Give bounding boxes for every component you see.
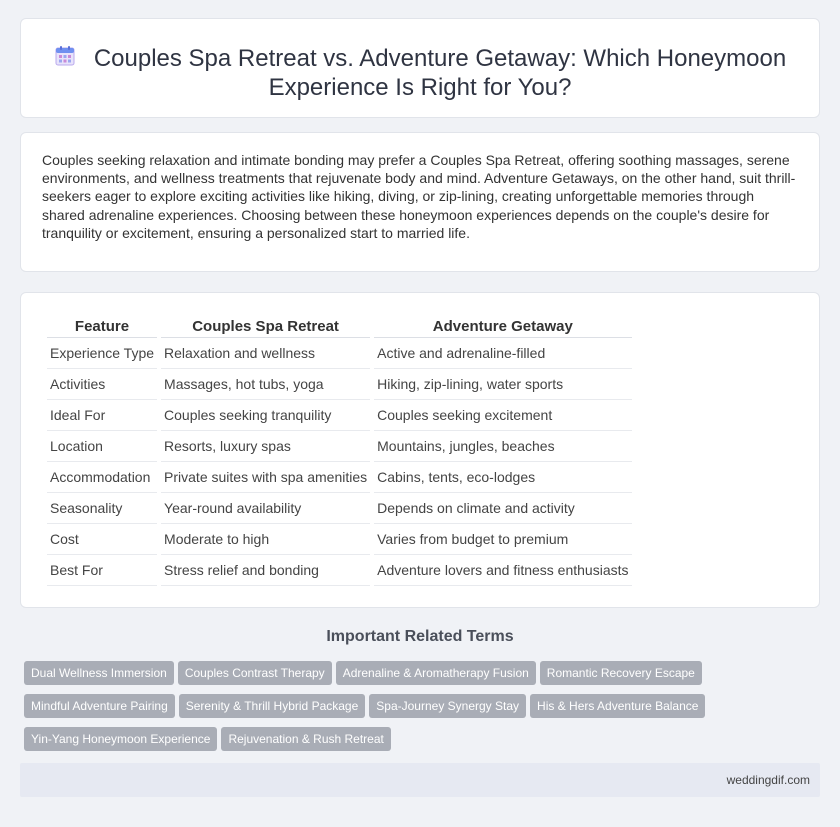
related-term-tag[interactable]: Mindful Adventure Pairing — [24, 694, 175, 718]
footer-site-link[interactable]: weddingdif.com — [726, 773, 810, 787]
table-row — [47, 400, 632, 431]
header-feature: Feature — [47, 316, 157, 338]
related-term-tag[interactable]: Spa-Journey Synergy Stay — [369, 694, 526, 718]
cell-feature: Experience Type — [47, 338, 157, 369]
related-term-tag[interactable]: Serenity & Thrill Hybrid Package — [179, 694, 366, 718]
table-row — [47, 555, 632, 586]
cell-feature: Ideal For — [47, 400, 157, 431]
cell-spa: Year-round availability — [161, 493, 370, 524]
intro-card — [20, 132, 820, 272]
cell-feature: Cost — [47, 524, 157, 555]
cell-spa: Massages, hot tubs, yoga — [161, 369, 370, 400]
intro-paragraph: Couples seeking relaxation and intimate bonding may prefer a Couples Spa Retreat, offering soothing massages, serene environments, and wellness treatments that rejuvenate body and mind. Adventure Getaways, on the other hand, suit thrill-seekers eager to explore exciting activities like hiking, diving, or zip-lining, creating unforgettable memories through shared adrenaline experiences. Choosing between these honeymoon experiences depends on the couple's desire for tranquility or excitement, ensuring a personalized start to married life. — [42, 152, 796, 241]
cell-spa: Private suites with spa amenities — [161, 462, 370, 493]
table-row — [47, 493, 632, 524]
related-term-tag[interactable]: His & Hers Adventure Balance — [530, 694, 705, 718]
related-term-tag[interactable]: Yin-Yang Honeymoon Experience — [24, 727, 217, 751]
cell-adventure: Active and adrenaline-filled — [374, 338, 631, 369]
cell-spa: Resorts, luxury spas — [161, 431, 370, 462]
table-row — [47, 369, 632, 400]
related-terms-heading: Important Related Terms — [326, 628, 514, 645]
cell-adventure: Mountains, jungles, beaches — [374, 431, 631, 462]
cell-spa: Stress relief and bonding — [161, 555, 370, 586]
cell-feature: Activities — [47, 369, 157, 400]
cell-adventure: Varies from budget to premium — [374, 524, 631, 555]
comparison-table — [43, 316, 636, 586]
header-adventure-getaway: Adventure Getaway — [374, 316, 631, 338]
cell-adventure: Cabins, tents, eco-lodges — [374, 462, 631, 493]
calendar-icon — [54, 45, 76, 67]
table-row — [47, 524, 632, 555]
related-term-tag[interactable]: Dual Wellness Immersion — [24, 661, 174, 685]
cell-feature: Seasonality — [47, 493, 157, 524]
footer — [20, 763, 820, 797]
table-header-row — [47, 316, 632, 338]
related-terms-list — [24, 661, 814, 760]
related-term-tag[interactable]: Couples Contrast Therapy — [178, 661, 332, 685]
header-spa-retreat: Couples Spa Retreat — [161, 316, 370, 338]
header-card — [20, 18, 820, 118]
cell-adventure: Adventure lovers and fitness enthusiasts — [374, 555, 631, 586]
page-title-text: Couples Spa Retreat vs. Adventure Getaway: Which Honeymoon Experience Is Right for You? — [93, 45, 787, 101]
related-term-tag[interactable]: Rejuvenation & Rush Retreat — [221, 727, 390, 751]
cell-feature: Accommodation — [47, 462, 157, 493]
table-row — [47, 431, 632, 462]
cell-adventure: Depends on climate and activity — [374, 493, 631, 524]
cell-adventure: Hiking, zip-lining, water sports — [374, 369, 631, 400]
cell-spa: Moderate to high — [161, 524, 370, 555]
cell-spa: Relaxation and wellness — [161, 338, 370, 369]
page-title — [21, 44, 819, 102]
related-term-tag[interactable]: Romantic Recovery Escape — [540, 661, 702, 685]
cell-feature: Location — [47, 431, 157, 462]
table-row — [47, 462, 632, 493]
table-row — [47, 338, 632, 369]
cell-adventure: Couples seeking excitement — [374, 400, 631, 431]
cell-spa: Couples seeking tranquility — [161, 400, 370, 431]
comparison-card — [20, 292, 820, 608]
cell-feature: Best For — [47, 555, 157, 586]
related-term-tag[interactable]: Adrenaline & Aromatherapy Fusion — [336, 661, 536, 685]
